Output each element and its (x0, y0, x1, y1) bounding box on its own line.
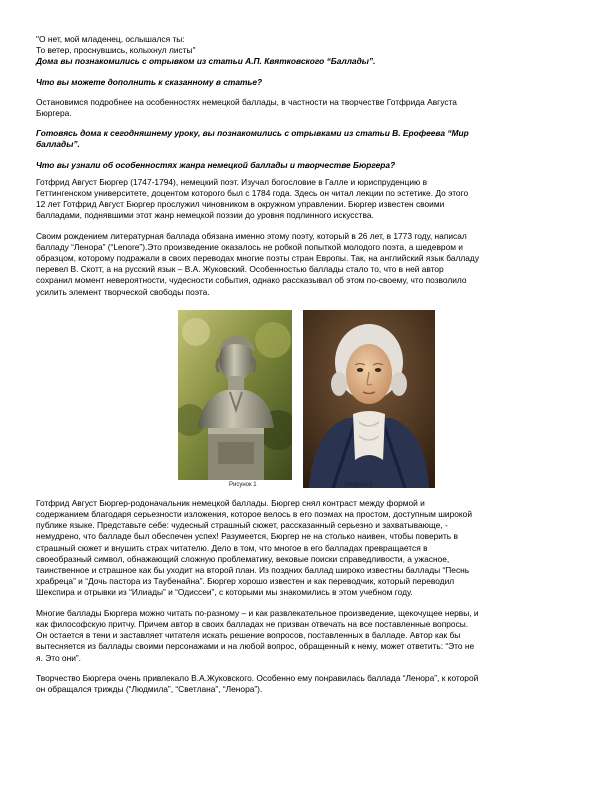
figure-portrait-painting (303, 310, 435, 488)
paragraph-line: страшный сюжет и внушить страх читателю. Дело в том, что многое в его балладах превращается в (36, 542, 428, 553)
task-statement-2 (36, 128, 584, 150)
paragraph-line: балладу “Ленора” (“Lenore”).Это произведение оказалось не робкой попыткой молодого поэта, а шедевром и (36, 241, 463, 252)
figure-caption-1: Рисунок 1 (229, 481, 257, 488)
paragraph-line: Многие баллады Бюргера можно читать по-разному – и как развлекательное произведение, щекочущее нервы, и (36, 607, 479, 618)
paragraph-line: Геттингенском университете, доцентом которого был с 1784 года. Здесь он читал лекции по эстетике. До этого (36, 188, 469, 199)
paragraph-zhukovsky (36, 673, 584, 695)
paragraph-line: публике языке. Представьте себе: чудесный страшный сюжет, рассказанный серьезно и захватывающе, - (36, 520, 448, 531)
paragraph-line: усилить элемент творческой свободы поэта. (36, 286, 210, 297)
paragraph-line: Бюргера. (36, 108, 72, 119)
paragraph-line: Творчество Бюргера очень привлекало В.А.Жуковского. Особенно ему понравилась баллада “Ленора”, к которой (36, 672, 479, 683)
paragraph-lenore (36, 231, 584, 298)
paragraph-line: Своим рождением литературная баллада обязана именно этому поэту, который в 26 лет, в 1773 году, написал (36, 230, 467, 241)
verse-line: "О нет, мой младенец, ослышался ты: (36, 34, 185, 44)
task-line: Готовясь дома к сегодняшнему уроку, вы познакомились с отрывками из статьи В. Ерофеева “Мир (36, 128, 469, 139)
portrait-painting-image (303, 310, 435, 488)
paragraph-line: храбреца” и “Дочь пастора из Таубенайна”. Бюргер хорошо известен и как переводчик, который переводил (36, 576, 455, 587)
paragraph-line: он обращался трижды (“Людмила”, “Светлана”, “Ленора”). (36, 683, 263, 694)
paragraph-focus (36, 97, 584, 119)
paragraph-line: своеобразный символ, обнажающий сложную проблематику, вековые поиски справедливости, а ужасное, (36, 553, 450, 564)
task-statement-1: Дома вы познакомились с отрывком из статьи А.П. Квятковского “Баллады”. (36, 56, 376, 67)
paragraph-line: Он остается в тени и заставляет читателя искать решение вопросов, поставленных в балладе. Автор как бы (36, 630, 461, 641)
paragraph-line: перевел В. Скотт, а на русский язык – В.А. Жуковский. Особенностью баллады стало то, что в ней автор (36, 264, 444, 275)
paragraph-line: как философскую притчу. Причем автор в своих балладах не призван отвечать на все поставленные вопросы. (36, 618, 469, 629)
figure-caption-2: Рисунок 2 (345, 481, 373, 488)
paragraph-line: содержанием благодаря серьезности изложения, которое велось в его поэмах на простом, доступным широкой (36, 509, 472, 520)
paragraph-line: Остановимся подробнее на особенностях немецкой баллады, в частности на творчестве Готфрида Августа (36, 96, 457, 107)
paragraph-line: я. Это они”. (36, 652, 82, 663)
paragraph-biography (36, 177, 584, 222)
paragraph-line: Шекспира и отрывки из “Илиады” и “Одиссеи”, с которыми мы знакомились в этом учебном году. (36, 587, 413, 598)
figures-row (36, 310, 584, 490)
question-2: Что вы узнали об особенностях жанра немецкой баллады и творчестве Бюргера? (36, 159, 396, 170)
paragraph-line: вытесняется из баллады своими персонажами и на любой вопрос, обращенный к нему, может ответить: “Это не (36, 641, 475, 652)
paragraph-line: образцом, которому подражали в своих переводах многие поэты стран Европы. Так, на английский язык балладу (36, 253, 480, 264)
verse-line: То ветер, проснувшись, колыхнул листы" (36, 45, 196, 56)
document-content (36, 34, 584, 695)
figure-bust-photo (178, 310, 292, 480)
paragraph-line: сохранил момент невероятности, чудесности события, однако рассказывал об этом по-своему, что позволило (36, 275, 467, 286)
paragraph-founder (36, 498, 584, 599)
bust-sculpture-image (178, 310, 292, 480)
paragraph-line: таинственное и страшное как бы уходит на второй план. Из поздних баллад широко известны баллады “Песнь (36, 565, 470, 576)
verse-quote (36, 34, 584, 56)
paragraph-line: немудрено, что балладе был обеспечен успех! Разумеется, Бюргер не на столько наивен, чтобы поверить в (36, 531, 458, 542)
paragraph-interpretation (36, 608, 584, 664)
paragraph-line: Готфрид Август Бюргер (1747-1794), немецкий поэт. Изучал богословие в Галле и юриспруденцию в (36, 176, 428, 187)
paragraph-line: Готфрид Август Бюргер-родоначальник немецкой баллады. Бюргер снял контраст между формой и (36, 497, 425, 508)
task-line: баллады”. (36, 139, 80, 150)
paragraph-line: 12 лет Готфрид Август Бюргер прослужил чиновником в окружном управлении. Бюргер известен своими (36, 199, 445, 210)
question-1: Что вы можете дополнить к сказанному в статье? (36, 76, 263, 87)
paragraph-line: балладами, поднявшими этот жанр немецкой поэзии до уровня подлинного искусства. (36, 210, 374, 221)
